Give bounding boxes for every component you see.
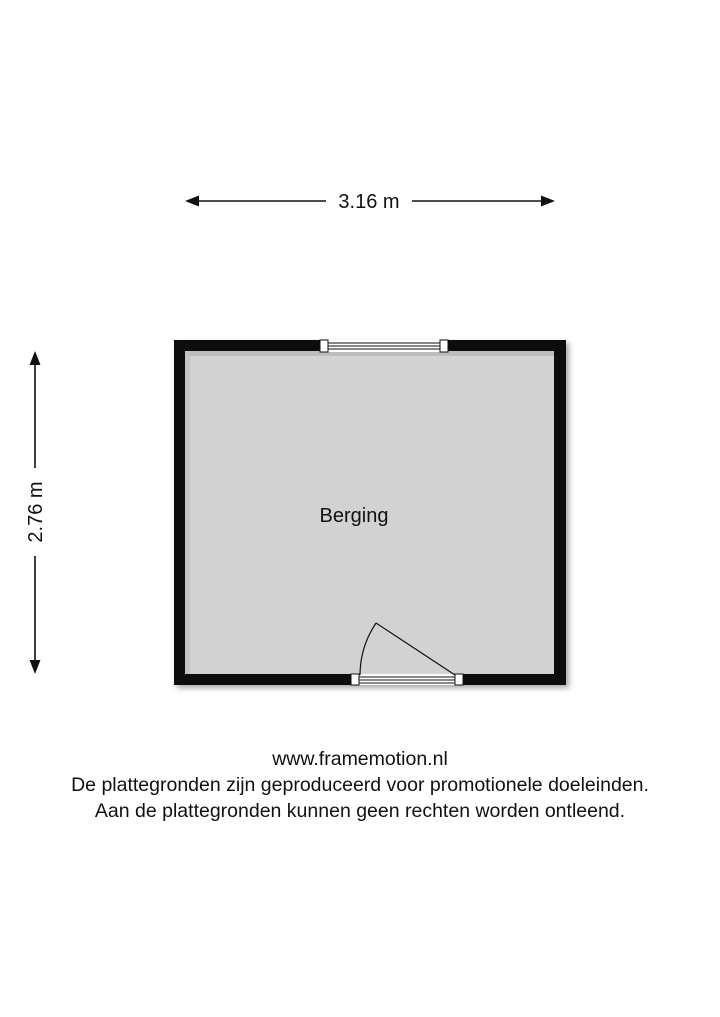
width-dimension-label: 3.16 m [338,191,400,213]
arrow-right-icon [541,196,555,207]
footer [0,746,720,824]
height-dimension [25,351,47,674]
window-top [320,340,448,352]
floor-inner-shadow-left [185,351,190,674]
room-label: Berging [319,505,389,527]
footer-disclaimer-line2: Aan de plattegronden kunnen geen rechten worden ontleend. [94,800,626,822]
arrow-left-icon [185,196,199,207]
footer-disclaimer-line1: De plattegronden zijn geproduceerd voor promotionele doeleinden. [71,774,649,796]
height-dimension-label: 2.76 m [25,481,47,543]
footer-website: www.framemotion.nl [272,748,448,770]
width-dimension [185,191,555,213]
arrow-up-icon [30,351,41,365]
arrow-down-icon [30,660,41,674]
room-berging [174,340,566,685]
